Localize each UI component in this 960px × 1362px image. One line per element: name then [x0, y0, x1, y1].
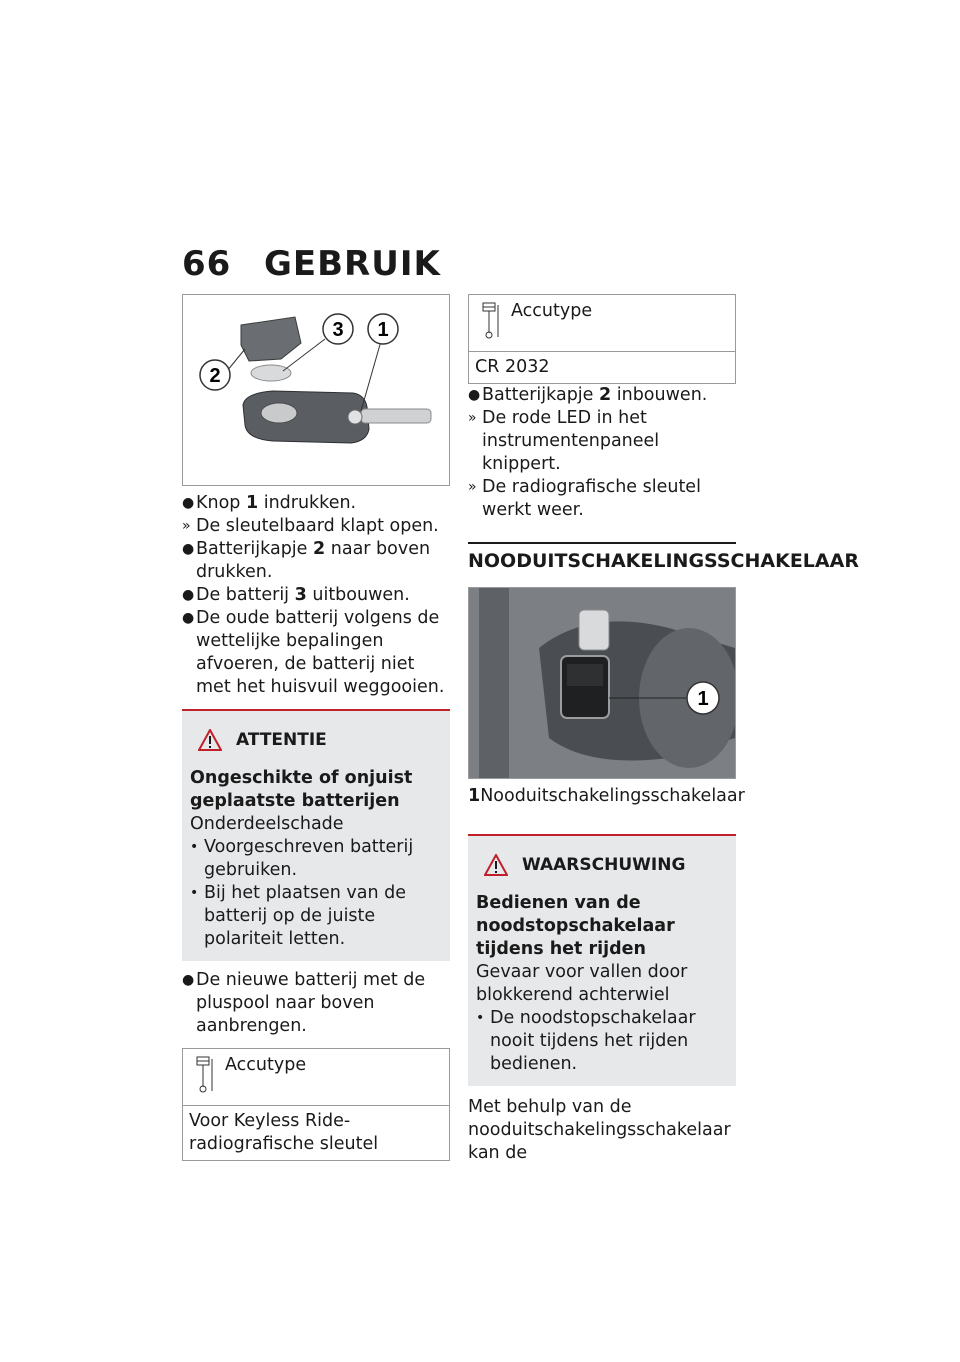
attention-subtitle: Onderdeelschade — [190, 814, 344, 834]
warning-header: WAARSCHUWING — [484, 854, 728, 876]
body-paragraph: Met behulp van de nooduitschakelingsschakelaar kan de — [468, 1097, 731, 1163]
battery-type-box: Accutype Voor Keyless Ride-radiografische sleutel — [182, 1048, 450, 1161]
list-item: ● Batterijkapje 2 naar boven drukken. — [182, 539, 431, 582]
figure-legend: 1 Nooduitschakelingsschakelaar — [468, 786, 745, 806]
warning-subtitle: Gevaar voor vallen door blokkerend achterwiel — [476, 962, 688, 1005]
attention-box — [182, 709, 450, 961]
warning-triangle-icon — [484, 854, 508, 876]
left-column — [182, 294, 450, 1161]
list-item: » De rode LED in het instrumentenpaneel knippert. — [468, 408, 660, 474]
warning-triangle-icon — [198, 729, 222, 751]
page-number: 66 — [182, 244, 232, 284]
attention-heading: Ongeschikte of onjuist geplaatste batterijen — [190, 768, 413, 811]
step-list — [182, 492, 450, 699]
kill-switch-illustration — [469, 588, 735, 778]
list-item: ● Knop 1 indrukken. — [182, 493, 357, 513]
battery-icon — [183, 1049, 225, 1105]
callout-1 — [368, 314, 398, 344]
battery-icon — [469, 295, 511, 351]
battery-type-value: Voor Keyless Ride-radiografische sleutel — [189, 1111, 379, 1154]
svg-text:1: 1 — [377, 319, 389, 341]
list-item: ● Batterijkapje 2 inbouwen. — [468, 385, 708, 405]
svg-text:3: 3 — [332, 319, 344, 341]
battery-type-box: Accutype CR 2032 — [468, 294, 736, 384]
section-heading: NOODUITSCHAKELINGSSCHAKELAAR — [468, 542, 736, 575]
warning-heading: Bedienen van de noodstopschakelaar tijdens het rijden — [476, 893, 675, 959]
attention-header: ATTENTIE — [198, 729, 442, 751]
step-list — [468, 384, 736, 522]
page-header — [182, 244, 441, 284]
list-item: • Bij het plaatsen van de batterij op de juiste polariteit letten. — [190, 883, 407, 949]
right-column — [468, 294, 859, 1165]
kill-switch-figure — [468, 587, 736, 779]
key-fob-figure — [182, 294, 450, 486]
list-item: » De sleutelbaard klapt open. — [182, 516, 439, 536]
key-fob-illustration — [183, 295, 449, 485]
list-item: • Voorgeschreven batterij gebruiken. — [190, 837, 414, 880]
list-item: » De radiografische sleutel werkt weer. — [468, 477, 701, 520]
list-item: ● De batterij 3 uitbouwen. — [182, 585, 410, 605]
list-item: ● De oude batterij volgens de wettelijke bepalingen afvoeren, de batterij niet met het huisvuil weggooien. — [182, 608, 445, 697]
svg-text:1: 1 — [697, 688, 709, 710]
section-title: GEBRUIK — [264, 244, 441, 284]
callout-1 — [687, 682, 719, 714]
callout-2 — [200, 360, 230, 390]
svg-text:2: 2 — [209, 365, 221, 387]
list-item: ● De nieuwe batterij met de pluspool naar boven aanbrengen. — [182, 970, 426, 1036]
battery-type-value: CR 2032 — [475, 357, 550, 377]
warning-box — [468, 834, 736, 1086]
list-item: • De noodstopschakelaar nooit tijdens het rijden bedienen. — [476, 1008, 696, 1074]
callout-3 — [323, 314, 353, 344]
